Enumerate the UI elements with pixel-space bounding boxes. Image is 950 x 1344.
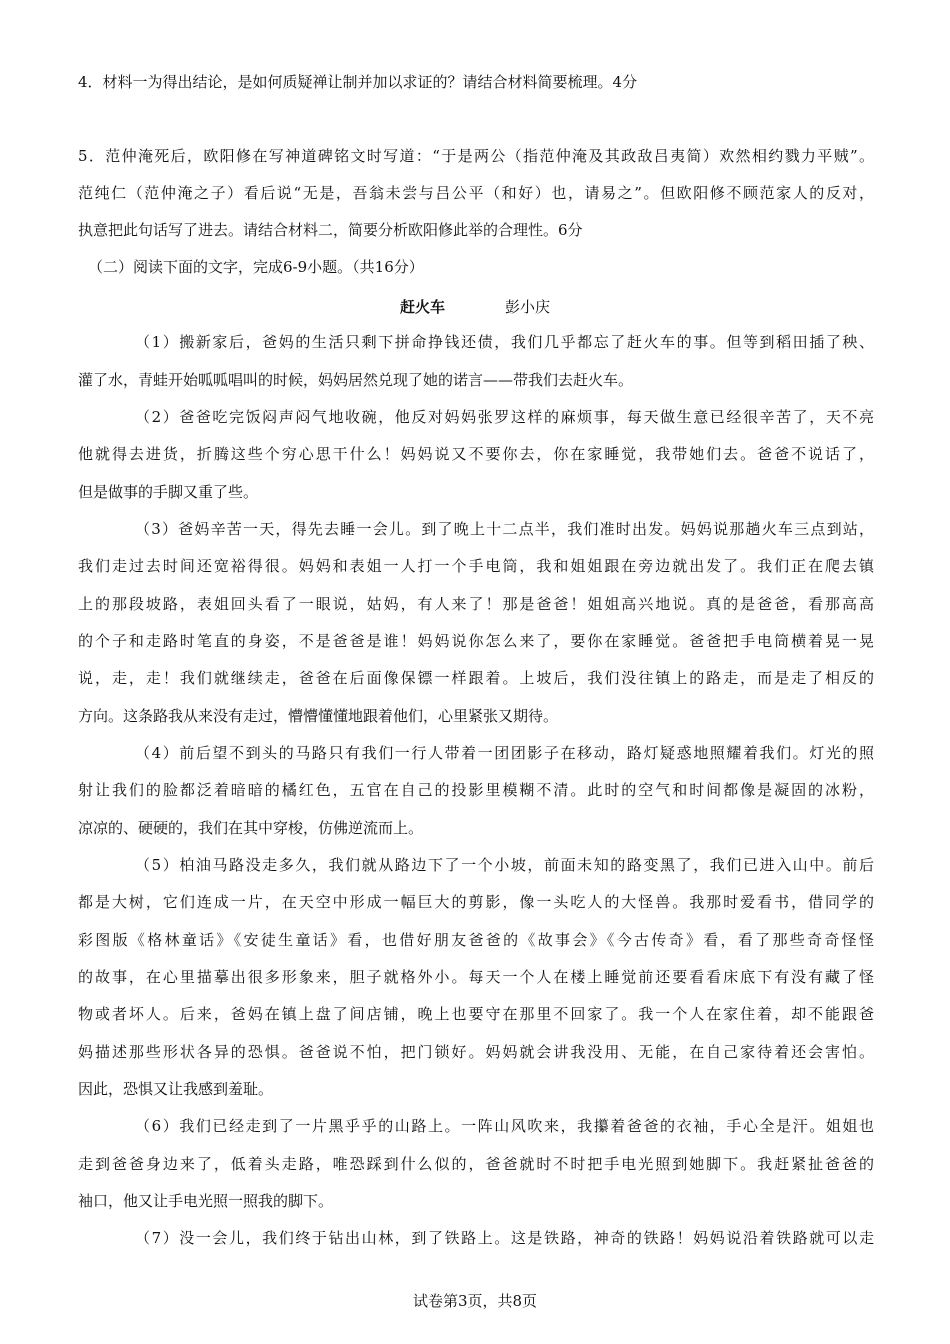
section-heading: （二）阅读下面的文字，完成6-9小题。（共16分） xyxy=(88,258,424,276)
paragraph-line: 彩图版《格林童话》《安徒生童话》看，也借好朋友爸爸的《故事会》《今古传奇》看，看了那些奇奇怪怪 xyxy=(78,931,874,949)
story-title: 赶火车 xyxy=(399,298,445,316)
question-4: 4．材料一为得出结论，是如何质疑禅让制并加以求证的？请结合材料简要梳理。4分 xyxy=(78,73,638,91)
paragraph-line: （6）我们已经走到了一片黑乎乎的山路上。一阵山风吹来，我攥着爸爸的衣袖，手心全是汗。姐姐也 xyxy=(135,1117,874,1135)
story-title-row xyxy=(0,296,950,318)
paragraph-line: （5）柏油马路没走多久，我们就从路边下了一个小坡，前面未知的路变黑了，我们已进入山中。前后 xyxy=(135,856,874,874)
paragraph-line: 我们走过去时间还宽裕得很。妈妈和表姐一人打一个手电筒，我和姐姐跟在旁边就出发了。我们正在爬去镇 xyxy=(78,557,874,575)
paragraph-line: 都是大树，它们连成一片，在天空中形成一幅巨大的剪影，像一头吃人的大怪兽。我那时爱看书，借同学的 xyxy=(78,893,874,911)
story-author: 彭小庆 xyxy=(505,298,551,316)
paragraph-line: 凉凉的、硬硬的，我们在其中穿梭，仿佛逆流而上。 xyxy=(78,819,424,837)
paragraph-line: 但是做事的手脚又重了些。 xyxy=(78,483,259,501)
page-footer: 试卷第3页，共8页 xyxy=(412,1292,538,1310)
question-5-line: 执意把此句话写了进去。请结合材料二，简要分析欧阳修此举的合理性。6分 xyxy=(78,221,583,239)
paragraph-line: 灌了水，青蛙开始呱呱唱叫的时候，妈妈居然兑现了她的诺言——带我们去赶火车。 xyxy=(78,371,634,389)
paragraph-line: （7）没一会儿，我们终于钻出山林，到了铁路上。这是铁路，神奇的铁路！妈妈说沿着铁路就可以走 xyxy=(135,1229,874,1247)
paragraph-line: （1）搬新家后，爸妈的生活只剩下拼命挣钱还债，我们几乎都忘了赶火车的事。但等到稻田插了秧、 xyxy=(135,333,874,351)
paragraph-line: （3）爸妈辛苦一天，得先去睡一会儿。到了晚上十二点半，我们准时出发。妈妈说那趟火车三点到站， xyxy=(135,520,874,538)
paragraph-line: 的个子和走路时笔直的身姿，不是爸爸是谁！妈妈说你怎么来了，要你在家睡觉。爸爸把手电筒横着晃一晃 xyxy=(78,632,874,650)
paragraph-line: 袖口，他又让手电光照一照我的脚下。 xyxy=(78,1192,334,1210)
paragraph-line: 方向。这条路我从来没有走过，懵懵懂懂地跟着他们，心里紧张又期待。 xyxy=(78,707,559,725)
question-5-line: 范纯仁（范仲淹之子）看后说“无是，吾翁未尝与吕公平（和好）也，请易之”。但欧阳修不顾范家人的反对， xyxy=(78,184,874,202)
paragraph-line: 上的那段坡路，表姐回头看了一眼说，姑妈，有人来了！那是爸爸！姐姐高兴地说。真的是爸爸，看那高高 xyxy=(78,595,874,613)
paragraph-line: 妈描述那些形状各异的恐惧。爸爸说不怕，把门锁好。妈妈就会讲我没用、无能，在自己家待着还会害怕。 xyxy=(78,1043,874,1061)
paragraph-line: 物或者坏人。后来，爸妈在镇上盘了间店铺，晚上也要守在那里不回家了。我一个人在家住着，却不能跟爸 xyxy=(78,1005,874,1023)
paragraph-line: 的故事，在心里描摹出很多形象来，胆子就格外小。每天一个人在楼上睡觉前还要看看床底下有没有藏了怪 xyxy=(78,968,874,986)
paragraph-line: 射让我们的脸都泛着暗暗的橘红色，五官在自己的投影里模糊不清。此时的空气和时间都像是凝固的冰粉， xyxy=(78,781,874,799)
paragraph-line: 因此，恐惧又让我感到羞耻。 xyxy=(78,1080,274,1098)
paragraph-line: （4）前后望不到头的马路只有我们一行人带着一团团影子在移动，路灯疑惑地照耀着我们。灯光的照 xyxy=(135,744,874,762)
paragraph-line: 他就得去进货，折腾这些个穷心思干什么！妈妈说又不要你去，你在家睡觉，我带她们去。爸爸不说话了， xyxy=(78,445,874,463)
paragraph-line: 说，走，走！我们就继续走，爸爸在后面像保镖一样跟着。上坡后，我们没往镇上的路走，而是走了相反的 xyxy=(78,669,874,687)
paragraph-line: （2）爸爸吃完饭闷声闷气地收碗，他反对妈妈张罗这样的麻烦事，每天做生意已经很辛苦了，天不亮 xyxy=(135,408,874,426)
paragraph-line: 走到爸爸身边来了，低着头走路，唯恐踩到什么似的，爸爸就时不时把手电光照到她脚下。我赶紧扯爸爸的 xyxy=(78,1155,874,1173)
question-5-line: 5．范仲淹死后，欧阳修在写神道碑铭文时写道：“于是两公（指范仲淹及其政敌吕夷简）欢然相约戮力平贼”。 xyxy=(78,147,874,165)
